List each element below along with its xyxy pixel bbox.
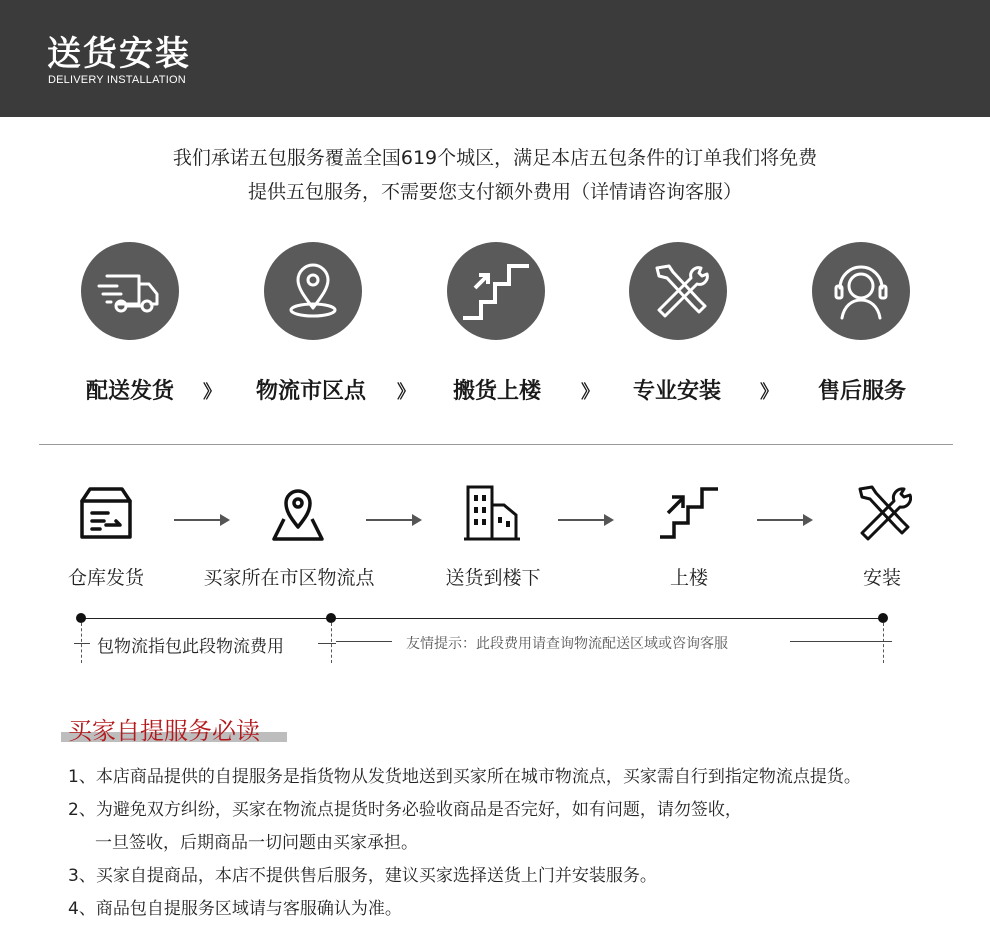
location-pin-icon xyxy=(264,242,362,340)
intro-text xyxy=(0,141,990,209)
notice-item: 2、为避免双方纠纷，买家在物流点提货时务必验收商品是否完好，如有问题，请勿签收， xyxy=(68,800,742,820)
step-label-upstairs: 上楼 xyxy=(669,567,709,589)
service-separator: 》 xyxy=(581,382,599,403)
timeline-dot xyxy=(326,613,336,623)
range-note-text: 友情提示：此段费用请查询物流配送区域或咨询客服 xyxy=(406,636,728,652)
step-label-warehouse: 仓库发货 xyxy=(67,567,145,589)
range-line xyxy=(790,641,892,642)
intro-line-2: 提供五包服务，不需要您支付额外费用（详情请咨询客服） xyxy=(247,181,742,203)
timeline-line xyxy=(81,618,883,619)
step-label-install: 安装 xyxy=(862,567,902,589)
range-logistics-text: 包物流指包此段物流费用 xyxy=(97,637,284,657)
building-icon xyxy=(464,485,520,541)
page-header xyxy=(0,0,990,117)
range-line xyxy=(336,641,392,642)
service-separator: 》 xyxy=(397,382,415,403)
service-circle-location xyxy=(264,242,362,340)
timeline-dash xyxy=(883,623,884,663)
arrow-right-icon xyxy=(174,512,232,528)
page-title: 送货安装 xyxy=(47,34,191,74)
delivery-truck-icon xyxy=(81,242,179,340)
service-label-aftersales: 售后服务 xyxy=(817,379,907,404)
customer-service-icon xyxy=(812,242,910,340)
notice-list xyxy=(68,761,861,926)
service-label-install: 专业安装 xyxy=(632,379,722,404)
range-tick xyxy=(74,643,90,644)
intro-line-1: 我们承诺五包服务覆盖全国619个城区，满足本店五包条件的订单我们将免费 xyxy=(172,147,818,169)
arrow-right-icon xyxy=(366,512,424,528)
service-separator: 》 xyxy=(760,382,778,403)
service-circle-delivery xyxy=(81,242,179,340)
stairs-up-icon xyxy=(660,485,718,541)
page-subtitle: DELIVERY INSTALLATION xyxy=(48,74,186,86)
stairs-up-icon xyxy=(447,242,545,340)
arrow-right-icon xyxy=(558,512,616,528)
timeline-dot xyxy=(878,613,888,623)
location-pin-icon xyxy=(270,485,326,541)
notice-item: 1、本店商品提供的自提服务是指货物从发货地送到买家所在城市物流点，买家需自行到指定物流点提货。 xyxy=(68,767,861,787)
service-label-delivery: 配送发货 xyxy=(85,379,175,404)
service-circle-install xyxy=(629,242,727,340)
notice-item: 4、商品包自提服务区域请与客服确认为准。 xyxy=(68,899,402,919)
service-separator: 》 xyxy=(203,382,221,403)
notice-title: 买家自提服务必读 xyxy=(68,717,260,745)
notice-item: 3、买家自提商品，本店不提供售后服务，建议买家选择送货上门并安装服务。 xyxy=(68,866,657,886)
wrench-screwdriver-icon xyxy=(856,485,912,541)
service-circle-stairs xyxy=(447,242,545,340)
service-label-location: 物流市区点 xyxy=(255,379,367,404)
service-label-stairs: 搬货上楼 xyxy=(452,379,542,404)
range-tick xyxy=(318,643,336,644)
divider xyxy=(39,444,953,445)
service-circle-aftersales xyxy=(812,242,910,340)
notice-item: 一旦签收，后期商品一切问题由买家承担。 xyxy=(95,833,418,853)
wrench-screwdriver-icon xyxy=(629,242,727,340)
step-label-downstairs: 送货到楼下 xyxy=(445,567,541,589)
timeline-dot xyxy=(76,613,86,623)
arrow-right-icon xyxy=(757,512,815,528)
step-label-city-point: 买家所在市区物流点 xyxy=(203,567,375,589)
warehouse-box-icon xyxy=(78,485,134,541)
